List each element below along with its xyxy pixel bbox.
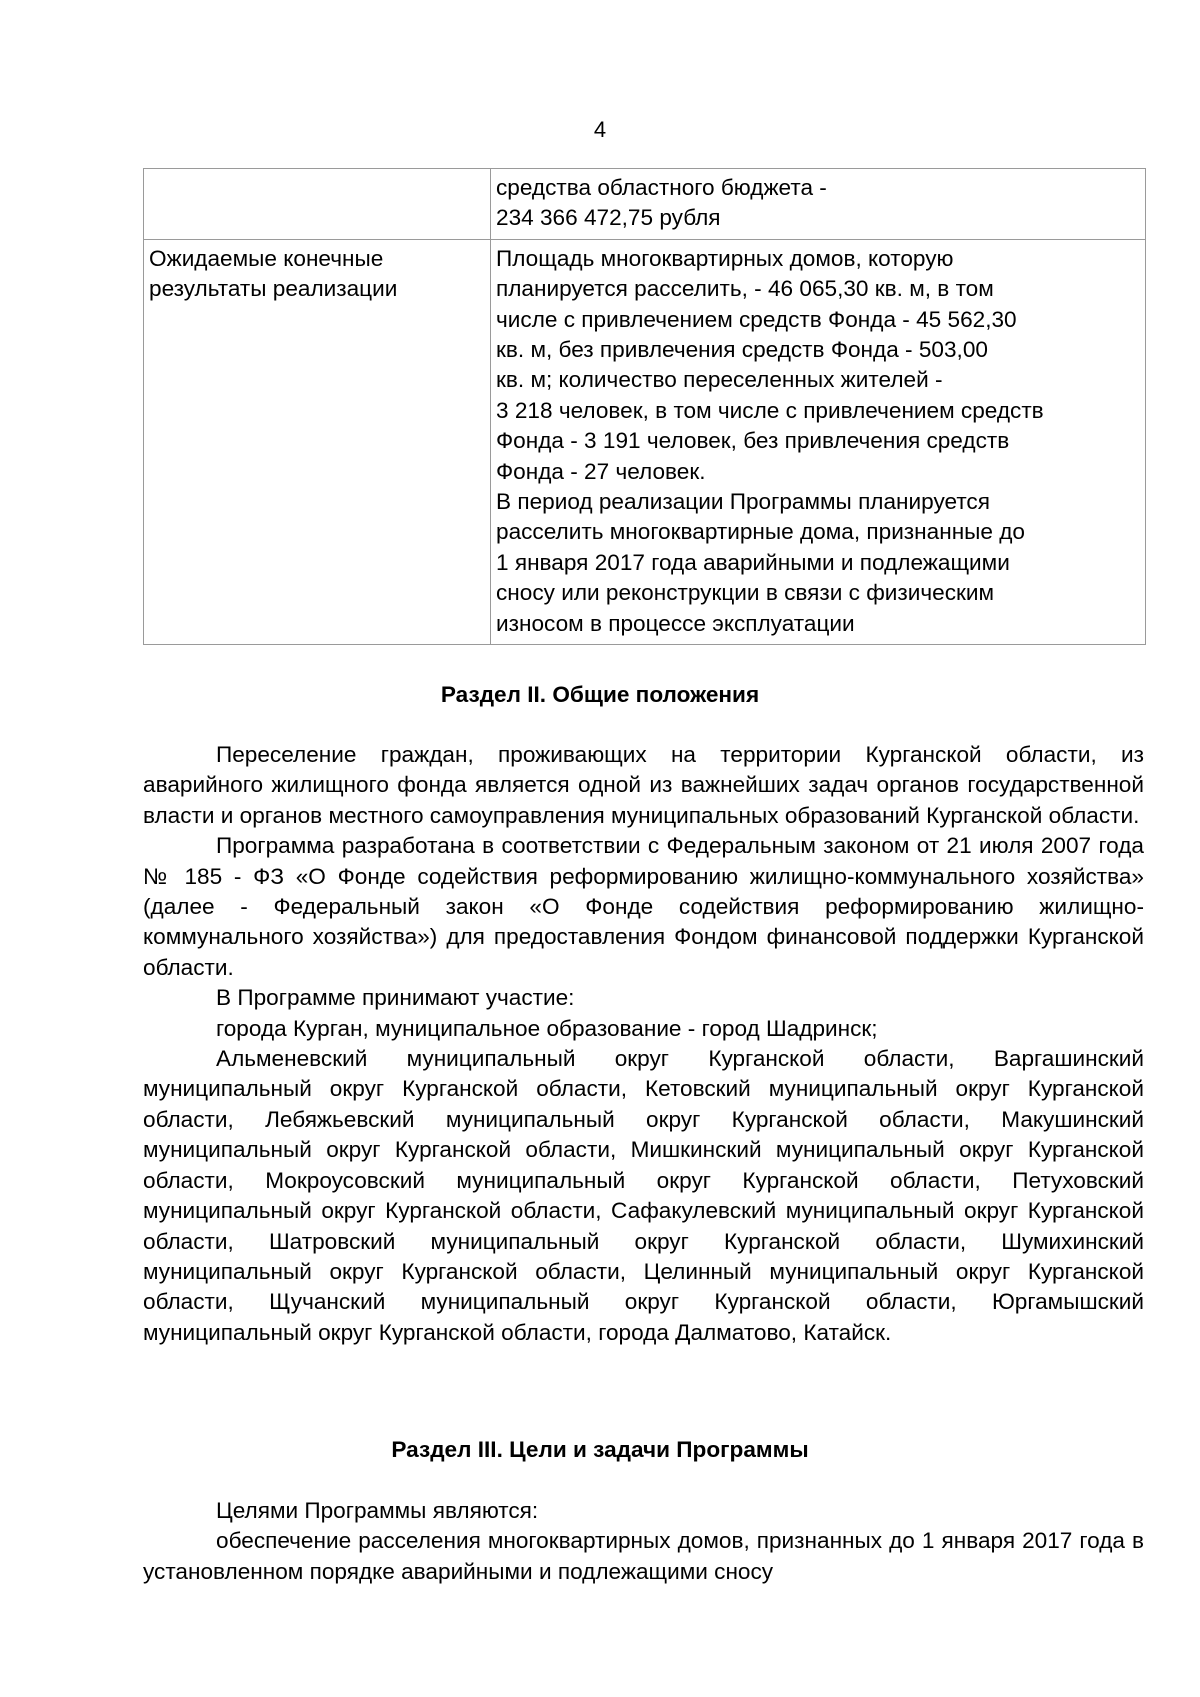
section-3-heading: Раздел III. Цели и задачи Программы (391, 1437, 809, 1462)
table-label-cell (144, 169, 491, 240)
table-value-line: В период реализации Программы планируется (496, 489, 990, 515)
table-value-line: 1 января 2017 года аварийными и подлежащими (496, 549, 1010, 575)
table-value-line: Площадь многоквартирных домов, которую (496, 245, 954, 271)
table-value-line: Фонда - 3 191 человек, без привлечения средств (496, 428, 1010, 454)
page-number: 4 (593, 117, 607, 142)
paragraph: обеспечение расселения многоквартирных домов, признанных до 1 января 2017 года в установленном порядке аварийными и подлежащими сносу (143, 1528, 1144, 1584)
table-value-line: числе с привлечением средств Фонда - 45 562,30 (496, 306, 1017, 332)
paragraph: Переселение граждан, проживающих на территории Курганской области, из аварийного жилищного фонда является одной из важнейших задач органов государственной власти и органов местного самоуправления муниципальных образований Курганской области. (143, 742, 1144, 828)
table-value-line: кв. м; количество переселенных жителей - (496, 367, 943, 393)
section-2-heading: Раздел II. Общие положения (440, 682, 760, 707)
table-value-line: 234 366 472,75 рубля (496, 205, 721, 231)
table-value-line: расселить многоквартирные дома, признанные до (496, 519, 1025, 545)
table-value-line: износом в процессе эксплуатации (496, 610, 855, 636)
paragraph: Целями Программы являются: (216, 1498, 539, 1523)
table-row (144, 239, 1146, 644)
table-value-line: средства областного бюджета - (496, 175, 827, 200)
table-value-cell (491, 239, 1146, 644)
paragraph: Альменевский муниципальный округ Курганской области, Варгашинский муниципальный округ Курганской области, Кетовский муниципальный округ Курганской области, Лебяжьевский муниципальный округ Курганской области, Макушинский муниципальный округ Курганской области, Мишкинский муниципальный округ Курганской области, Мокроусовский муниципальный округ Курганской области, Петуховский муниципальный округ Курганской области, Сафакулевский муниципальный округ Курганской области, Шатровский муниципальный округ Курганской области, Шумихинский муниципальный округ Курганской области, Целинный муниципальный округ Курганской области, Щучанский муниципальный округ Курганской области, Юргамышский муниципальный округ Курганской области, города Далматово, Катайск. (143, 1046, 1144, 1345)
table-row (144, 169, 1146, 240)
table-value-line: сносу или реконструкции в связи с физическим (496, 580, 995, 606)
table-value-line: кв. м, без привлечения средств Фонда - 503,00 (496, 337, 988, 363)
table-value-line: Фонда - 27 человек. (496, 458, 706, 484)
paragraph: Программа разработана в соответствии с Федеральным законом от 21 июля 2007 года № 185 - ФЗ «О Фонде содействия реформированию жилищно-коммунального хозяйства» (далее - Федеральный закон «О Фонде содействия реформированию жилищно-коммунального хозяйства») для предоставления Фондом финансовой поддержки Курганской области. (143, 833, 1144, 980)
program-passport-table (143, 168, 1146, 645)
paragraph: города Курган, муниципальное образование - город Шадринск; (216, 1015, 878, 1041)
table-value-line: 3 218 человек, в том числе с привлечением средств (496, 397, 1044, 423)
paragraph: В Программе принимают участие: (216, 985, 575, 1011)
table-value-cell (491, 169, 1146, 240)
table-label-cell: Ожидаемые конечные результаты реализации (144, 239, 491, 644)
table-value-line: планируется расселить, - 46 065,30 кв. м, в том (496, 276, 994, 302)
section-3-body (143, 1496, 1144, 1587)
section-2-body (143, 740, 1144, 1348)
